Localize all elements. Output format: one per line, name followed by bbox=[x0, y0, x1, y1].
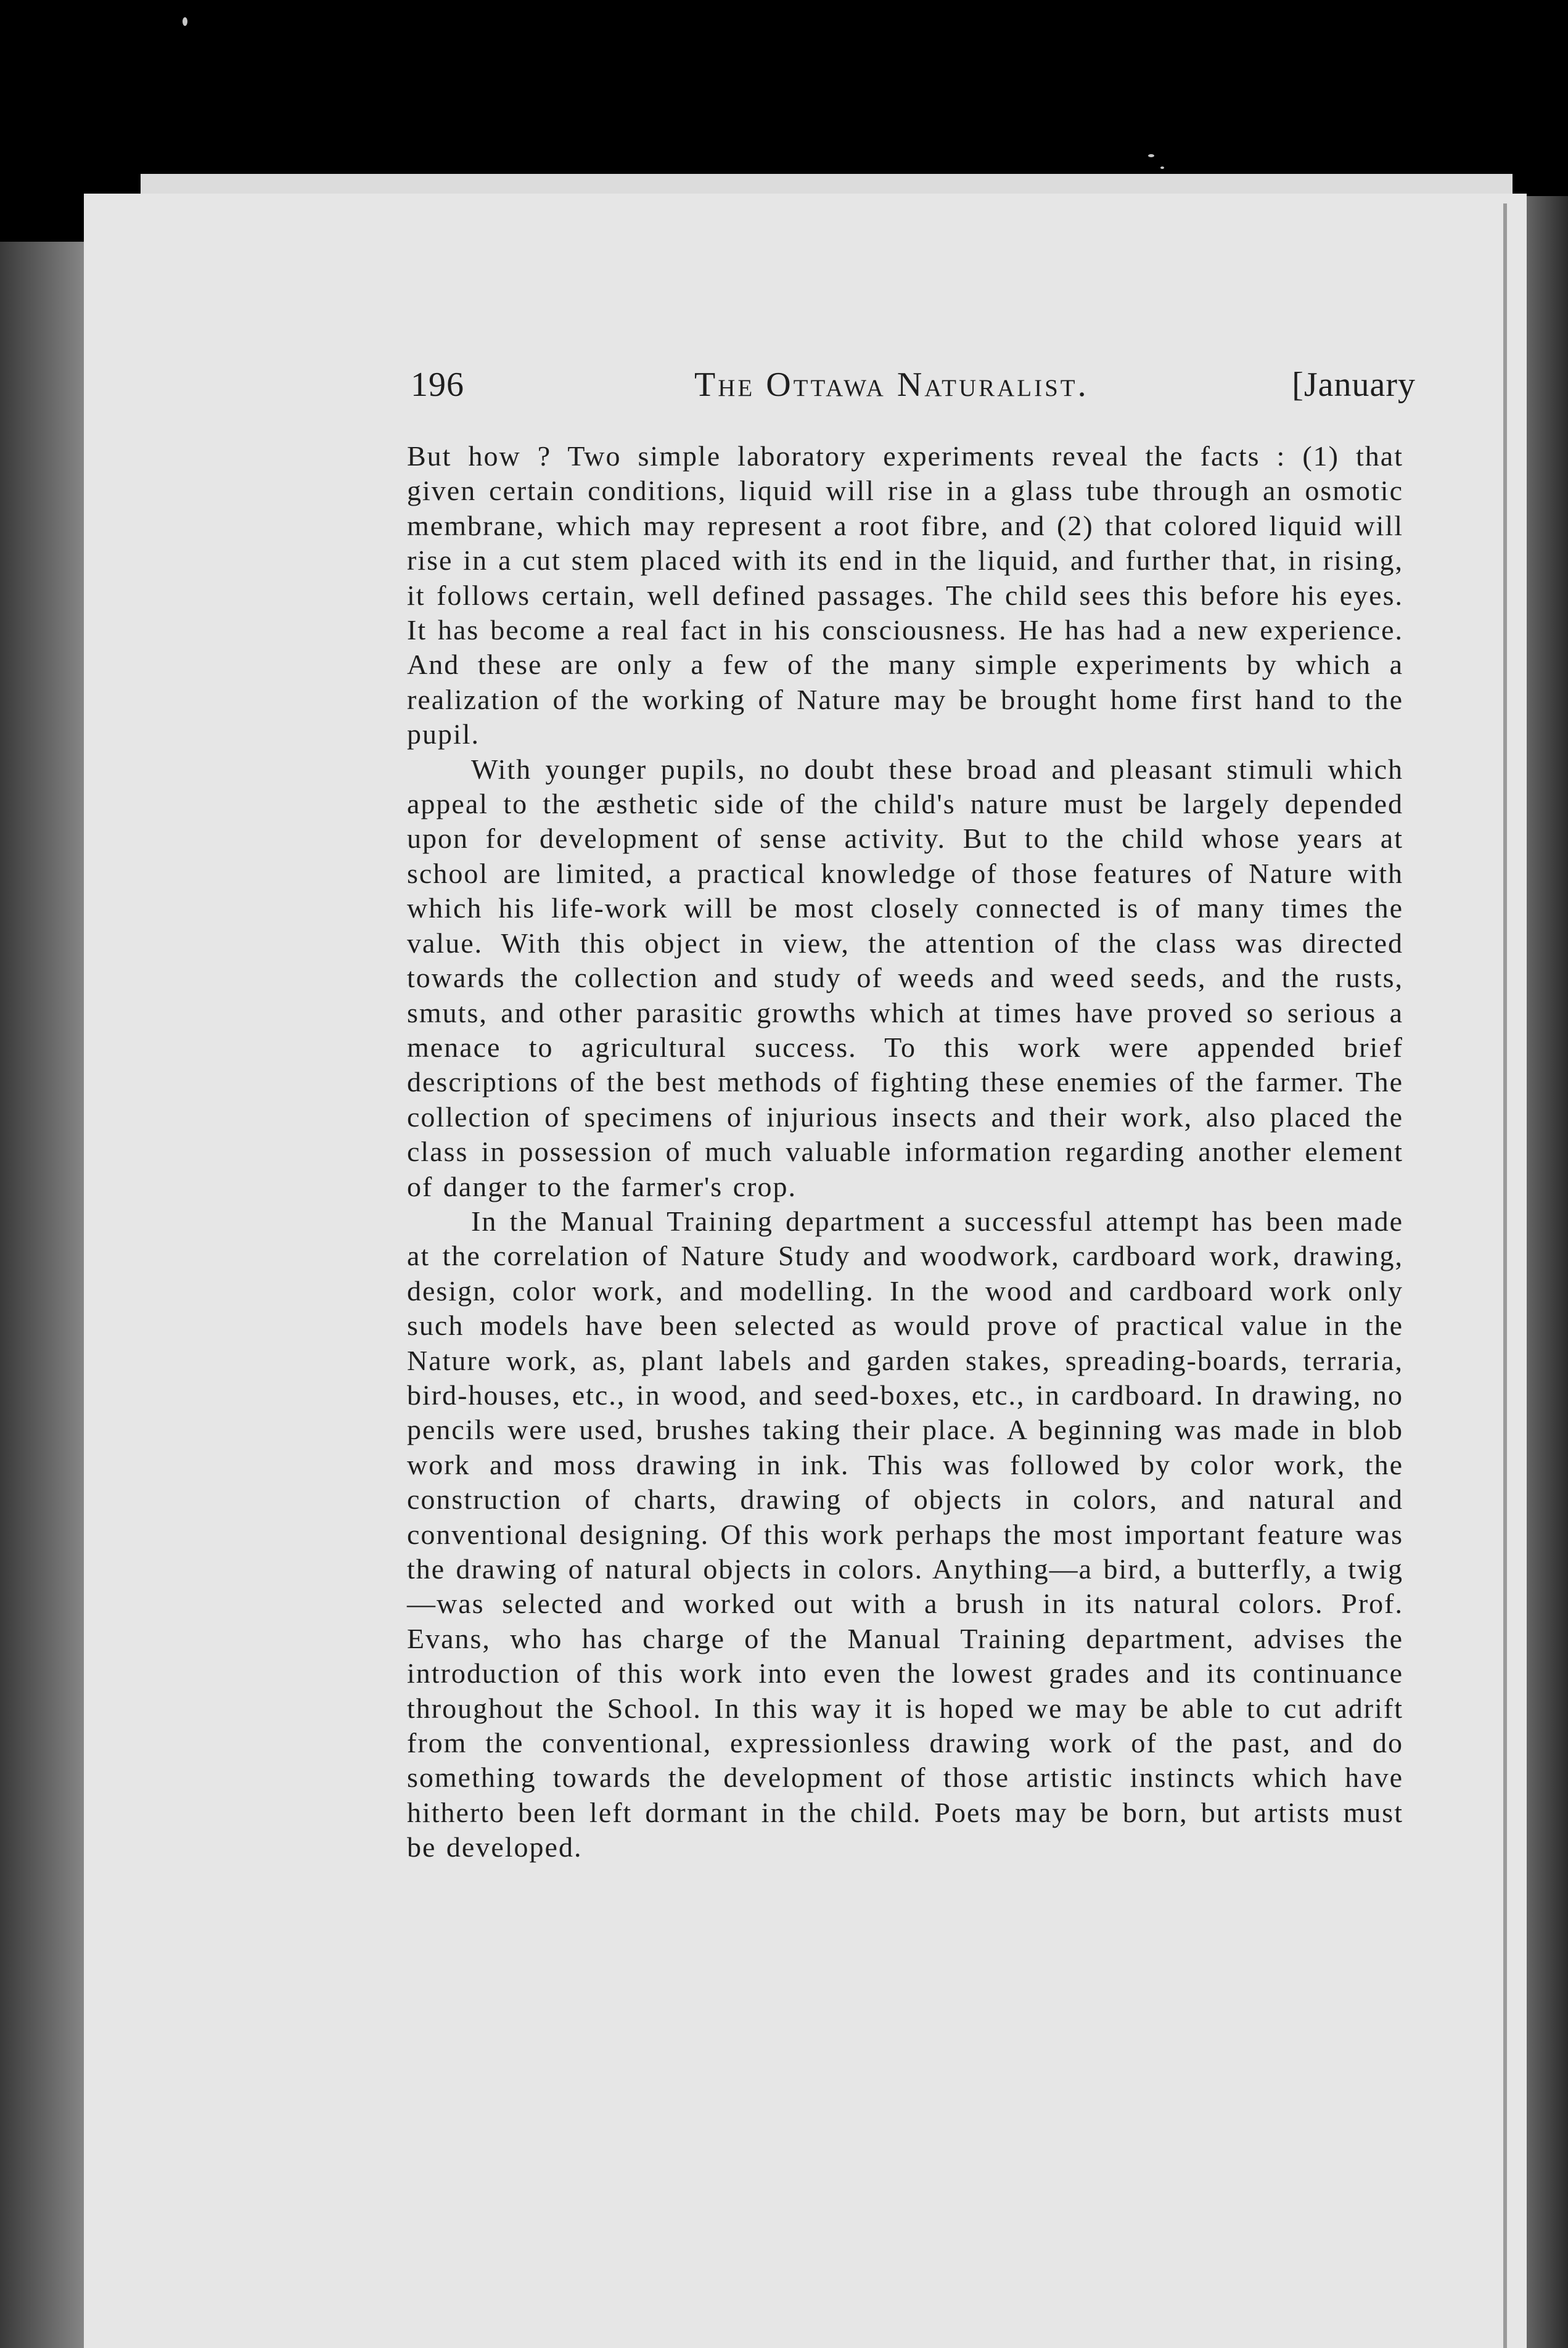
scan-speck bbox=[1160, 166, 1164, 169]
paragraph: But how ? Two simple laboratory experiments reveal the facts : (1) that given certain conditions, liquid will rise in a glass tube through an osmotic membrane, which may represent a root fibre, and (2) that colored liquid will rise in a cut stem placed with its end in the liquid, and further that, in rising, it follows certain, well defined passages. The child sees this before his eyes. It has become a real fact in his consciousness. He has had a new experience. And these are only a few of the many simple experiments by which a realization of the working of Nature may be brought home first hand to the pupil. bbox=[407, 440, 1403, 750]
page-fold-line bbox=[1503, 203, 1507, 2348]
running-header bbox=[411, 365, 1416, 412]
paragraph: In the Manual Training department a successful attempt has been made at the correlation of Nature Study and woodwork, cardboard work, drawing, design, color work, and modelling. In the wood and cardboard work only such models have been selected as would prove of practical value in the Nature work, as, plant labels and garden stakes, spreading-boards, terraria, bird-houses, etc., in wood, and seed-boxes, etc., in cardboard. In drawing, no pencils were used, brushes taking their place. A beginning was made in blob work and moss drawing in ink. This was followed by color work, the construction of charts, drawing of objects in colors, and natural and conventional designing. Of this work perhaps the most important feature was the drawing of natural objects in colors. Anything—a bird, a butterfly, a twig—was selected and worked out with a brush in its natural colors. Prof. Evans, who has charge of the Manual Training department, advises the introduction of this work into even the lowest grades and its continuance throughout the School. In this way it is hoped we may be able to cut adrift from the conventional, expressionless drawing work of the past, and do something towards the development of those artistic instincts which have hitherto been left dormant in the child. Poets may be born, but artists must be developed. bbox=[407, 1205, 1403, 1863]
page-number: 196 bbox=[411, 366, 464, 404]
issue-month: [January bbox=[1292, 366, 1416, 404]
article-body bbox=[407, 439, 1403, 1865]
paragraph: With younger pupils, no doubt these broad and pleasant stimuli which appeal to the æsthetic side of the child's nature must be largely depended upon for development of sense activity. But to the child whose years at school are limited, a practical knowledge of those features of Nature with which his life-work will be most closely connected is of many times the value. With this object in view, the attention of the class was directed towards the collection and study of weeds and weed seeds, and the rusts, smuts, and other parasitic growths which at times have proved so serious a menace to agricultural success. To this work were appended brief descriptions of the best methods of fighting these enemies of the farmer. The collection of specimens of injurious insects and their work, also placed the class in possession of much valuable information regarding another element of danger to the farmer's crop. bbox=[407, 753, 1403, 1202]
scan-speck bbox=[183, 17, 187, 26]
book-spine bbox=[1523, 196, 1568, 2348]
journal-title: The Ottawa Naturalist. bbox=[694, 366, 1089, 404]
scan-speck bbox=[1148, 154, 1154, 157]
